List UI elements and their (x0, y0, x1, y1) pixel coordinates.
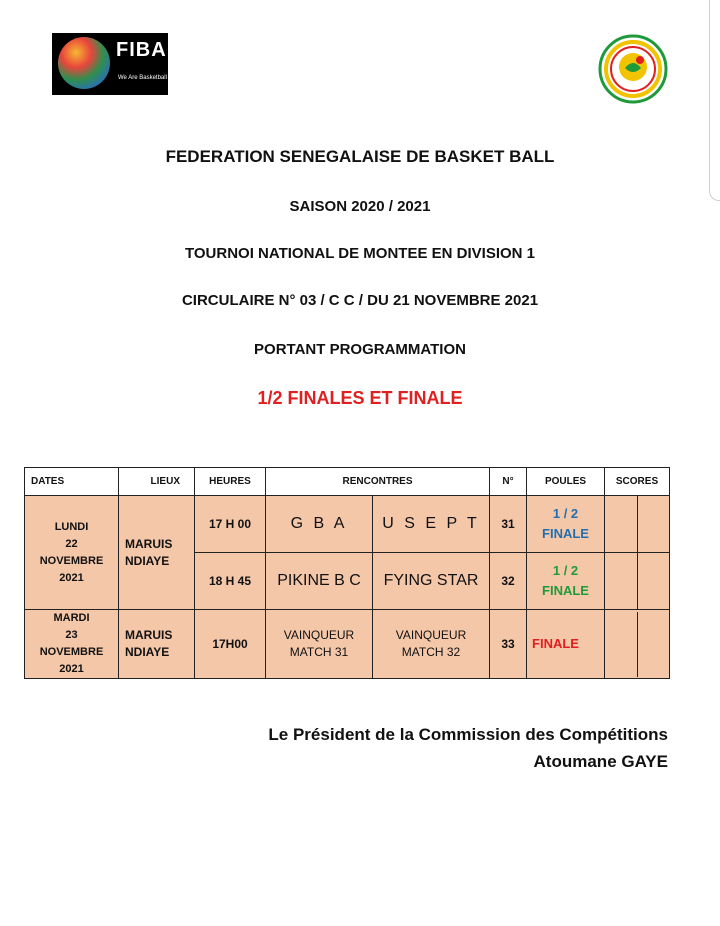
date-month: NOVEMBRE (39, 646, 104, 658)
date-weekday: MARDI (53, 612, 90, 624)
header-scores: SCORES (605, 468, 670, 496)
tournament-title: TOURNOI NATIONAL DE MONTEE EN DIVISION 1 (184, 245, 536, 262)
home-team-cell (266, 610, 373, 679)
team-line-1: VAINQUEUR (283, 628, 355, 642)
venue-line-1: MARUIS (125, 628, 173, 642)
circular-title: CIRCULAIRE N° 03 / C C / DU 21 NOVEMBRE 2021 (181, 292, 539, 309)
time-cell: 17H00 (195, 610, 266, 679)
venue-cell (119, 496, 195, 610)
time-cell: 17 H 00 (195, 496, 266, 553)
fiba-logo (52, 33, 168, 95)
away-team-cell: FYING STAR (373, 553, 490, 610)
date-cell (25, 610, 119, 679)
score-cell (605, 610, 670, 679)
season-title: SAISON 2020 / 2021 (289, 198, 431, 215)
date-weekday: LUNDI (54, 520, 89, 533)
pool-line-1: 1 / 2 (552, 506, 579, 521)
away-team-cell (373, 610, 490, 679)
pool-cell (527, 496, 605, 553)
schedule-table (24, 467, 670, 679)
score-cell (605, 553, 670, 610)
pool-line-1: 1 / 2 (552, 563, 579, 578)
match-number-cell: 33 (490, 610, 527, 679)
team-line-2: MATCH 32 (401, 645, 461, 659)
signatory-title: Le Président de la Commission des Compétitions (268, 725, 668, 744)
pool-cell (527, 553, 605, 610)
federation-title: FEDERATION SENEGALAISE DE BASKET BALL (165, 147, 555, 166)
pool-line-2: FINALE (542, 526, 589, 541)
table-row (25, 496, 670, 553)
header-poules: POULES (527, 468, 605, 496)
date-year: 2021 (59, 571, 84, 584)
team-line-2: MATCH 31 (289, 645, 349, 659)
venue-line-2: NDIAYE (125, 645, 170, 659)
venue-line-2: NDIAYE (125, 553, 170, 568)
federation-seal-logo (598, 34, 668, 104)
date-month: NOVEMBRE (39, 554, 104, 567)
header-lieux: LIEUX (119, 468, 195, 496)
page-edge (709, 0, 720, 201)
header-numero: N° (490, 468, 527, 496)
score-cell (605, 496, 670, 553)
table-row (25, 610, 670, 679)
header-heures: HEURES (195, 468, 266, 496)
team-line-1: VAINQUEUR (395, 628, 467, 642)
stage-title: 1/2 FINALES ET FINALE (257, 388, 463, 408)
header-rencontres: RENCONTRES (266, 468, 490, 496)
date-day: 22 (65, 537, 78, 550)
fiba-tagline: We Are Basketball (118, 75, 167, 81)
header-dates: DATES (25, 468, 119, 496)
venue-line-1: MARUIS (125, 536, 173, 551)
subject-title: PORTANT PROGRAMMATION (254, 341, 466, 358)
date-year: 2021 (59, 663, 84, 675)
home-team-cell: PIKINE B C (266, 553, 373, 610)
match-number-cell: 32 (490, 553, 527, 610)
pool-cell: FINALE (527, 610, 605, 679)
away-team-cell: U S E P T (373, 496, 490, 553)
home-team-cell: G B A (266, 496, 373, 553)
signatory-name: Atoumane GAYE (533, 752, 668, 771)
pool-line-2: FINALE (542, 583, 589, 598)
venue-cell (119, 610, 195, 679)
time-cell: 18 H 45 (195, 553, 266, 610)
match-number-cell: 31 (490, 496, 527, 553)
date-cell (25, 496, 119, 610)
fiba-wordmark: FIBA (116, 39, 167, 61)
table-header-row (25, 468, 670, 496)
basketball-icon (58, 37, 110, 89)
date-day: 23 (65, 629, 78, 641)
